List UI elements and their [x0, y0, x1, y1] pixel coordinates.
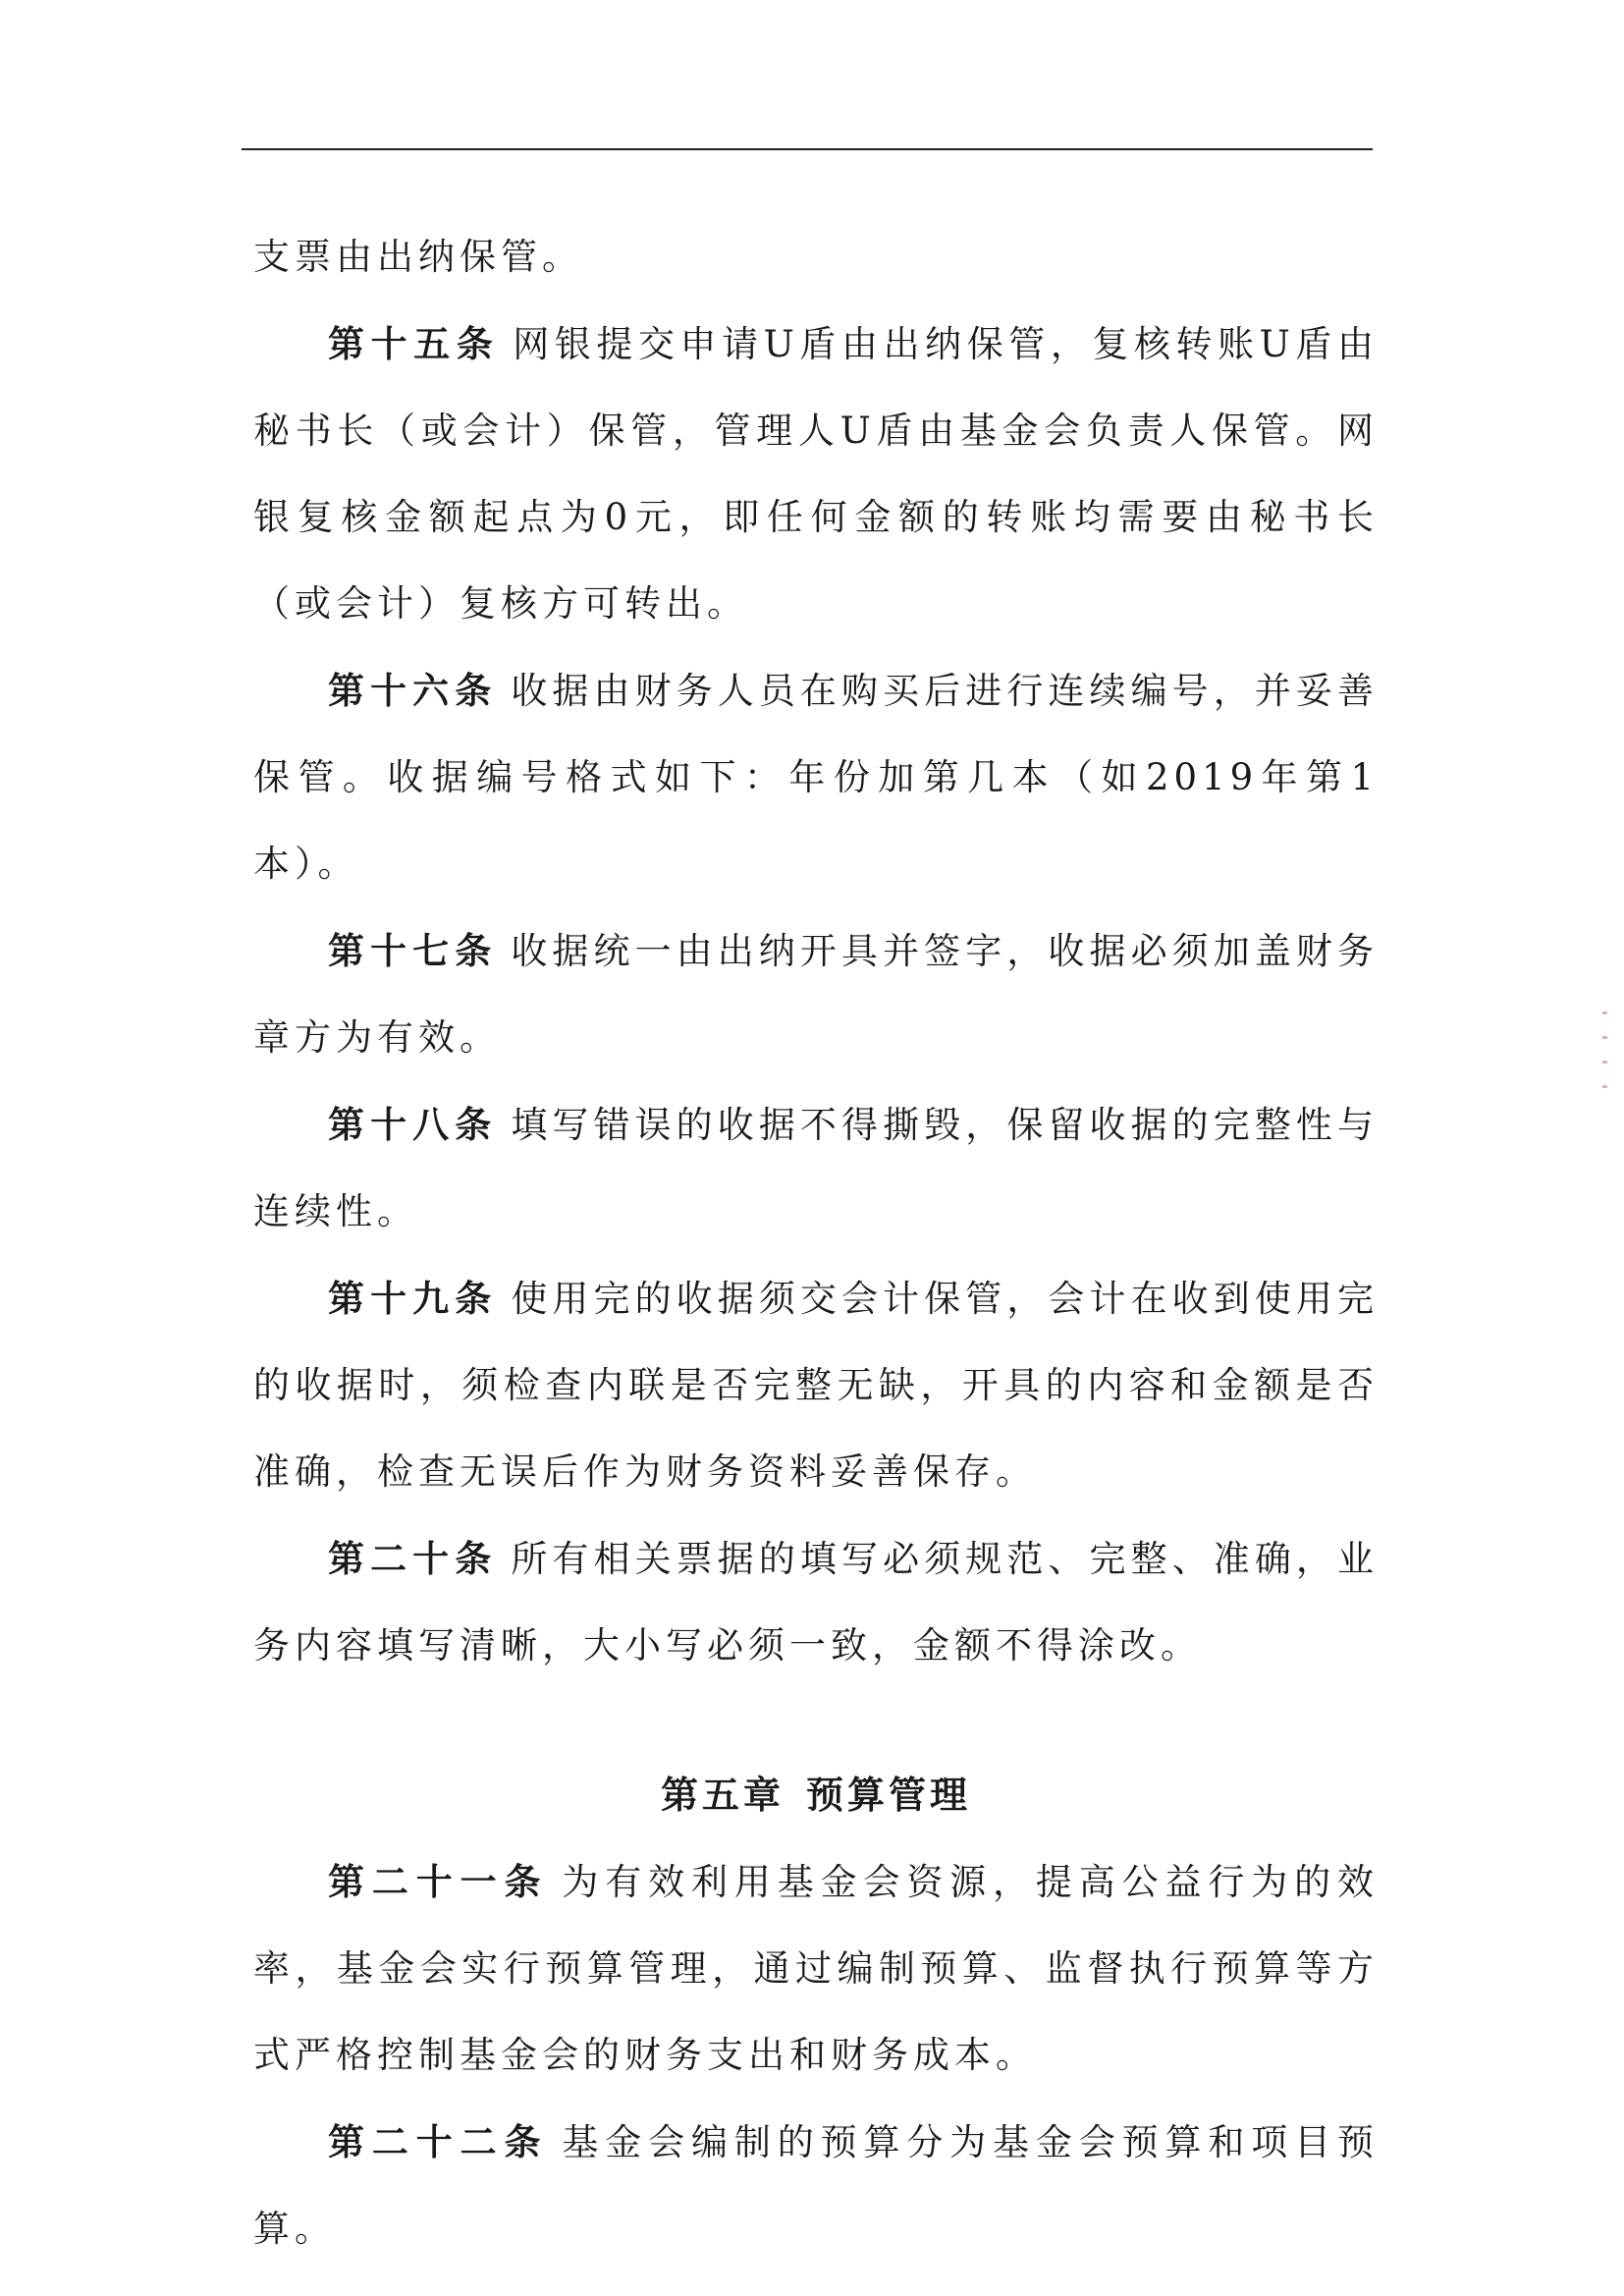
article-number: 第十五条 — [328, 322, 500, 365]
article-text: 所有相关票据的填写必须规范、完整、准确，业务内容填写清晰，大小写必须一致，金额不得涂改。 — [253, 1538, 1380, 1667]
article-18 — [253, 1081, 1379, 1255]
article-number: 第十八条 — [328, 1103, 498, 1146]
article-text: 为有效利用基金会资源，提高公益行为的效率，基金会实行预算管理，通过编制预算、监督执行预算等方式严格控制基金会的财务支出和财务成本。 — [253, 1861, 1380, 2076]
article-number: 第十七条 — [328, 929, 498, 972]
document-body — [253, 214, 1379, 2272]
paragraph-continuation — [253, 214, 1379, 301]
article-text: 收据由财务人员在购买后进行连续编号，并妥善保管。收据编号格式如下：年份加第几本（如2019年第1本）。 — [253, 670, 1380, 885]
article-text: 收据统一由出纳开具并签字，收据必须加盖财务章方为有效。 — [253, 930, 1380, 1059]
article-number: 第二十一条 — [328, 1860, 549, 1903]
article-16 — [253, 647, 1379, 907]
article-text: 基金会编制的预算分为基金会预算和项目预算。 — [253, 2121, 1380, 2250]
article-number: 第二十条 — [328, 1537, 498, 1580]
article-number: 第十六条 — [328, 669, 498, 712]
article-22 — [253, 2099, 1379, 2272]
article-text: 使用完的收据须交会计保管，会计在收到使用完的收据时，须检查内联是否完整无缺，开具的内容和金额是否准确，检查无误后作为财务资料妥善保存。 — [253, 1278, 1380, 1493]
article-21 — [253, 1838, 1379, 2099]
article-19 — [253, 1255, 1379, 1515]
article-number: 第二十二条 — [328, 2120, 549, 2163]
article-text: 网银提交申请U盾由出纳保管，复核转账U盾由秘书长（或会计）保管，管理人U盾由基金会负责人保管。网银复核金额起点为0元，即任何金额的转账均需要由秘书长（或会计）复核方可转出。 — [253, 323, 1379, 625]
chapter-number: 第五章 — [660, 1773, 785, 1817]
article-text: 填写错误的收据不得撕毁，保留收据的完整性与连续性。 — [253, 1104, 1380, 1232]
chapter-heading — [253, 1752, 1379, 1838]
paragraph-text: 支票由出纳保管。 — [253, 236, 583, 278]
scan-edge-marks — [1602, 1011, 1610, 1139]
header-rule — [242, 148, 1373, 150]
chapter-title: 预算管理 — [806, 1773, 972, 1817]
article-20 — [253, 1515, 1379, 1689]
article-number: 第十九条 — [328, 1277, 498, 1320]
article-15 — [253, 301, 1379, 647]
article-17 — [253, 907, 1379, 1081]
